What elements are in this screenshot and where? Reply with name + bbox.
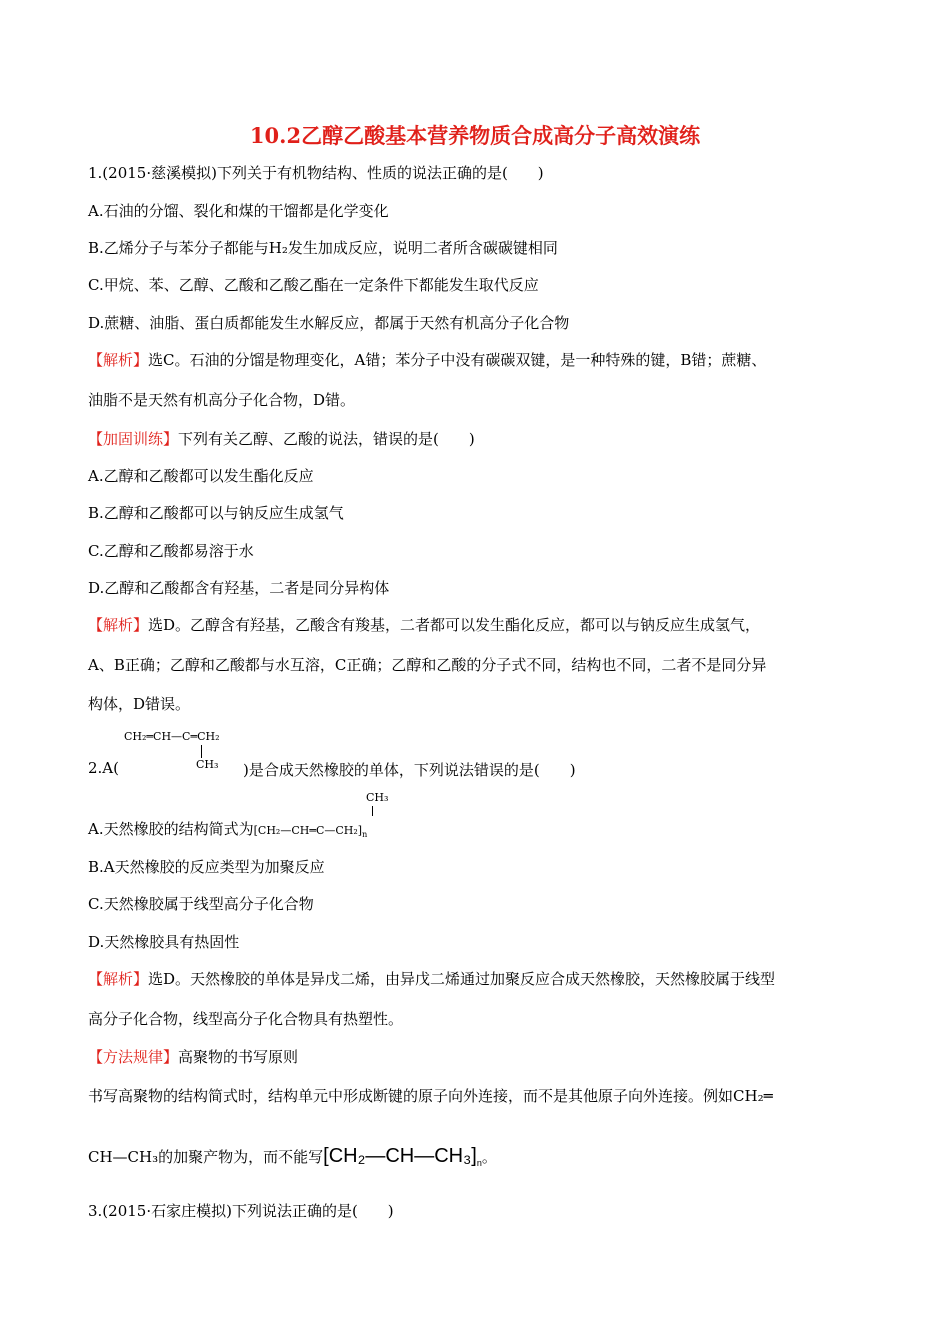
method-tag: 【方法规律】 (88, 1048, 179, 1066)
extra-training-tag: 【加固训练】 (88, 430, 179, 448)
analysis-tag: 【解析】 (88, 616, 149, 634)
q2-option-a: A.天然橡胶的结构简式为$[CH_2—CH═C—CH_2]_n$ (88, 820, 368, 840)
q1-option-a: A.石油的分馏、裂化和煤的干馏都是化学变化 (88, 202, 389, 220)
q1-option-b: B.乙烯分子与苯分子都能与H₂发生加成反应，说明二者所含碳碳键相同 (88, 239, 558, 257)
method-heading: 【方法规律】高聚物的书写原则 (88, 1048, 299, 1066)
q1-option-d: D.蔗糖、油脂、蛋白质都能发生水解反应，都属于天然有机高分子化合物 (88, 314, 570, 332)
polymer-formula: $[CH_2—CH═C—CH_2]_n$ (253, 824, 368, 840)
wrong-polymer-formula: $[CH_2—CH—CH_3]_n$ (323, 1145, 482, 1168)
q1-explanation-cont: 油脂不是天然有机高分子化合物，D错。 (88, 391, 356, 409)
extra-explanation-cont2: 构体，D错误。 (88, 695, 191, 713)
analysis-tag: 【解析】 (88, 351, 149, 369)
monomer-structure-methyl: CH₃ (196, 758, 219, 771)
monomer-bond-line (201, 745, 202, 758)
q1-option-c: C.甲烷、苯、乙醇、乙酸和乙酸乙酯在一定条件下都能发生取代反应 (88, 276, 539, 294)
q2-option-c: C.天然橡胶属于线型高分子化合物 (88, 895, 314, 913)
q2-explanation-cont: 高分子化合物，线型高分子化合物具有热塑性。 (88, 1010, 404, 1028)
extra-stem: 【加固训练】下列有关乙醇、乙酸的说法，错误的是( ) (88, 430, 475, 448)
method-line2: CH—CH₃的加聚产物为，而不能写$[CH_2—CH—CH_3]_n$。 (88, 1145, 497, 1168)
method-line1: 书写高聚物的结构简式时，结构单元中形成断键的原子向外连接，而不是其他原子向外连接。例如CH₂═ (88, 1087, 773, 1105)
polymer-bond-line (372, 806, 373, 816)
analysis-tag: 【解析】 (88, 970, 149, 988)
q2-option-d: D.天然橡胶具有热固性 (88, 933, 240, 951)
q2-explanation: 【解析】选D。天然橡胶的单体是异戊二烯，由异戊二烯通过加聚反应合成天然橡胶，天然橡胶属于线型 (88, 970, 776, 988)
q3-stem: 3.(2015·石家庄模拟)下列说法正确的是( ) (88, 1202, 394, 1220)
extra-option-c: C.乙醇和乙酸都易溶于水 (88, 542, 254, 560)
q1-explanation: 【解析】选C。石油的分馏是物理变化，A错；苯分子中没有碳碳双键，是一种特殊的键，B错；蔗糖、 (88, 351, 767, 369)
page-title: 10.2乙醇乙酸基本营养物质合成高分子高效演练 (249, 123, 701, 148)
monomer-structure-main: CH₂═CH—C═CH₂ (124, 730, 220, 743)
q2-stem-prefix: 2.A( (88, 759, 119, 777)
q2-stem: )是合成天然橡胶的单体，下列说法错误的是( ) (243, 761, 576, 779)
q2-option-b: B.A天然橡胶的反应类型为加聚反应 (88, 858, 325, 876)
extra-option-a: A.乙醇和乙酸都可以发生酯化反应 (88, 467, 314, 485)
extra-option-b: B.乙醇和乙酸都可以与钠反应生成氢气 (88, 504, 344, 522)
extra-explanation-cont: A、B正确；乙醇和乙酸都与水互溶，C正确；乙醇和乙酸的分子式不同，结构也不同，二者不是同分异 (88, 656, 767, 674)
polymer-methyl: CH₃ (366, 791, 389, 804)
extra-option-d: D.乙醇和乙酸都含有羟基，二者是同分异构体 (88, 579, 390, 597)
extra-explanation: 【解析】选D。乙醇含有羟基，乙酸含有羧基，二者都可以发生酯化反应，都可以与钠反应生成氢气， (88, 616, 761, 634)
q1-stem: 1.(2015·慈溪模拟)下列关于有机物结构、性质的说法正确的是( ) (88, 164, 544, 182)
